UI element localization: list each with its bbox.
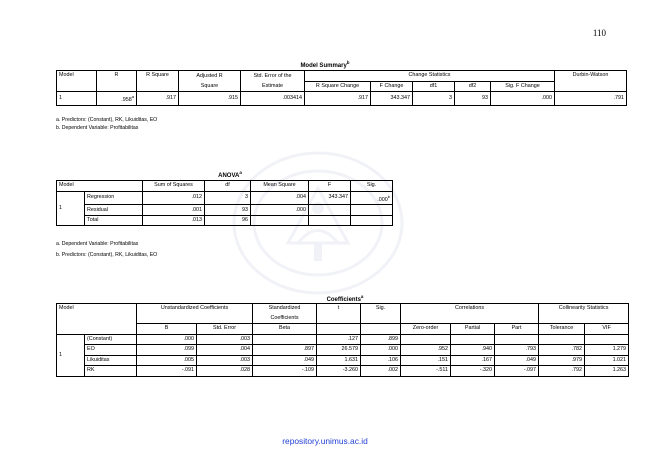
model-summary-title xyxy=(270,60,380,69)
coef-cell-vif: 1.279 xyxy=(585,345,629,356)
coef-cell-partial: .940 xyxy=(451,345,495,356)
repository-link[interactable]: repository.unimus.ac.id xyxy=(282,436,368,446)
coef-header-zero-order: Zero-order xyxy=(401,324,451,335)
anova-cell-df: 3 xyxy=(205,191,251,205)
header-model: Model xyxy=(57,71,97,92)
coef-cell-beta: .897 xyxy=(253,345,317,356)
coef-cell-zero-order: .151 xyxy=(401,355,451,366)
header-f-change: F Change xyxy=(371,81,413,92)
coef-cell-part: .793 xyxy=(495,345,539,356)
coef-cell-b: .005 xyxy=(137,355,197,366)
header-std-error: Std. Error of the xyxy=(241,71,305,82)
coef-cell-part: -.097 xyxy=(495,366,539,377)
coef-cell-b: .099 xyxy=(137,345,197,356)
cell-df1: 3 xyxy=(413,92,455,106)
coef-cell-zero-order xyxy=(401,334,451,345)
anova-cell-sig-sup: b xyxy=(387,193,390,199)
table-row xyxy=(57,366,629,377)
header-r-square-change: R Square Change xyxy=(305,81,371,92)
header-durbin-watson: Durbin-Watson xyxy=(555,71,627,92)
coef-header-standardized: Standardized xyxy=(253,304,317,314)
coef-row-label: RK xyxy=(85,366,137,377)
coef-cell-part: .049 xyxy=(495,355,539,366)
coef-cell-vif: 1.021 xyxy=(585,355,629,366)
coef-header-t-blank xyxy=(317,324,361,335)
header-r: R xyxy=(97,71,137,92)
coef-cell-tolerance: .979 xyxy=(539,355,585,366)
coef-header-tolerance: Tolerance xyxy=(539,324,585,335)
coef-model-number: 1 xyxy=(57,334,85,376)
anova-cell-df: 93 xyxy=(205,205,251,216)
coef-cell-beta: -.109 xyxy=(253,366,317,377)
cell-r-square: .917 xyxy=(137,92,179,106)
coef-cell-zero-order: .952 xyxy=(401,345,451,356)
cell-r-sup: a xyxy=(131,94,134,99)
coef-cell-std-error: .003 xyxy=(197,334,253,345)
header-sig-f-change: Sig. F Change xyxy=(491,81,555,92)
header-change-statistics: Change Statistics xyxy=(305,71,555,82)
anova-title-text: ANOVA xyxy=(218,173,240,179)
cell-f-change: 343.347 xyxy=(371,92,413,106)
coef-cell-sig: .899 xyxy=(361,334,401,345)
coef-cell-partial: -.320 xyxy=(451,366,495,377)
anova-header-mean-square: Mean Square xyxy=(251,181,309,192)
table-row xyxy=(57,205,393,216)
anova-header-sum-of-squares: Sum of Squares xyxy=(143,181,205,192)
coef-row-label: Likuiditas xyxy=(85,355,137,366)
coef-header-unstandardized: Unstandardized Coefficients xyxy=(137,304,253,324)
coef-cell-tolerance: .792 xyxy=(539,366,585,377)
cell-r-square-change: .917 xyxy=(305,92,371,106)
anova-header-sig: Sig. xyxy=(351,181,393,192)
table-row xyxy=(57,334,629,345)
table-row xyxy=(57,355,629,366)
coef-header-sig-blank xyxy=(361,324,401,335)
anova-note-a: a. Dependent Variable: Profitabilitas xyxy=(56,241,139,247)
anova-header-df: df xyxy=(205,181,251,192)
page-number: 110 xyxy=(592,28,606,38)
coef-cell-tolerance: .782 xyxy=(539,345,585,356)
coefficients-title-sup: a xyxy=(360,294,364,299)
header-df2: df2 xyxy=(455,81,491,92)
coefficients-title xyxy=(300,294,390,303)
table-row xyxy=(57,92,627,106)
coef-cell-t: 26.579 xyxy=(317,345,361,356)
coef-cell-beta xyxy=(253,334,317,345)
coef-cell-part xyxy=(495,334,539,345)
anova-cell-sum-of-squares: .012 xyxy=(143,191,205,205)
coef-header-partial: Partial xyxy=(451,324,495,335)
coef-cell-vif: 1.263 xyxy=(585,366,629,377)
model-summary-table xyxy=(56,70,627,106)
header-adjusted-r-square: Square xyxy=(179,81,241,92)
coef-header-sig: Sig. xyxy=(361,304,401,324)
coef-cell-b: -.091 xyxy=(137,366,197,377)
coef-row-label: EO xyxy=(85,345,137,356)
coef-cell-vif xyxy=(585,334,629,345)
cell-model: 1 xyxy=(57,92,97,106)
header-df1: df1 xyxy=(413,81,455,92)
coef-cell-t: .127 xyxy=(317,334,361,345)
model-summary-note-b: b. Dependent Variable: Profitabilitas xyxy=(56,125,139,131)
coef-cell-zero-order: -.511 xyxy=(401,366,451,377)
anova-cell-sig xyxy=(351,205,393,216)
anova-cell-sig xyxy=(351,191,393,205)
coef-cell-sig: .002 xyxy=(361,366,401,377)
cell-sig-f-change: .000 xyxy=(491,92,555,106)
anova-cell-mean-square: .004 xyxy=(251,191,309,205)
cell-std-error: .003414 xyxy=(241,92,305,106)
cell-r-value: .958 xyxy=(121,96,132,103)
coef-header-collinearity: Collinearity Statistics xyxy=(539,304,629,324)
coefficients-title-text: Coefficients xyxy=(326,297,361,303)
coef-cell-t: 1.631 xyxy=(317,355,361,366)
coef-header-std-error: Std. Error xyxy=(197,324,253,335)
coef-header-beta: Beta xyxy=(253,324,317,335)
cell-df2: 93 xyxy=(455,92,491,106)
anova-title-sup: a xyxy=(239,170,242,175)
coef-cell-b: .000 xyxy=(137,334,197,345)
anova-cell-mean-square: .000 xyxy=(251,205,309,216)
coef-header-vif: VIF xyxy=(585,324,629,335)
cell-r xyxy=(97,92,137,106)
coef-cell-partial: .167 xyxy=(451,355,495,366)
anova-row-label: Regression xyxy=(85,191,143,205)
coef-cell-std-error: .003 xyxy=(197,355,253,366)
anova-cell-sum-of-squares: .001 xyxy=(143,205,205,216)
model-summary-note-a: a. Predictors: (Constant), RK, Likuiditas, EO xyxy=(56,117,158,123)
anova-cell-f xyxy=(309,205,351,216)
anova-model-number: 1 xyxy=(57,191,85,226)
coef-header-correlations: Correlations xyxy=(401,304,539,324)
coef-cell-t: -3.260 xyxy=(317,366,361,377)
anova-note-b: b. Predictors: (Constant), RK, Likuiditas, EO xyxy=(56,252,158,258)
anova-header-model: Model xyxy=(57,181,143,192)
anova-table xyxy=(56,180,393,226)
coef-header-b: B xyxy=(137,324,197,335)
table-row xyxy=(57,215,393,226)
coef-cell-sig: .000 xyxy=(361,345,401,356)
coef-header-standardized-coefficients: Coefficients xyxy=(253,314,317,324)
cell-adjusted-r-square: .915 xyxy=(179,92,241,106)
coef-cell-tolerance xyxy=(539,334,585,345)
anova-cell-f xyxy=(309,215,351,226)
coef-header-model: Model xyxy=(57,304,137,335)
coef-header-part: Part xyxy=(495,324,539,335)
coef-cell-sig: .106 xyxy=(361,355,401,366)
anova-cell-sum-of-squares: .013 xyxy=(143,215,205,226)
coef-cell-std-error: .004 xyxy=(197,345,253,356)
anova-cell-sig xyxy=(351,215,393,226)
model-summary-title-text: Model Summary xyxy=(300,63,347,69)
model-summary-title-sup: b xyxy=(346,60,350,65)
anova-header-f: F xyxy=(309,181,351,192)
table-row xyxy=(57,191,393,205)
anova-cell-sig-value: .000 xyxy=(377,196,388,203)
table-row xyxy=(57,345,629,356)
coef-cell-partial xyxy=(451,334,495,345)
anova-cell-mean-square xyxy=(251,215,309,226)
cell-durbin-watson: .791 xyxy=(555,92,627,106)
anova-cell-df: 96 xyxy=(205,215,251,226)
coef-row-label: (Constant) xyxy=(85,334,137,345)
anova-row-label: Residual xyxy=(85,205,143,216)
header-r-square: R Square xyxy=(137,71,179,92)
header-estimate: Estimate xyxy=(241,81,305,92)
coefficients-table xyxy=(56,303,629,377)
header-adjusted-r: Adjusted R xyxy=(179,71,241,82)
coef-cell-beta: .049 xyxy=(253,355,317,366)
coef-header-t: t xyxy=(317,304,361,324)
anova-title xyxy=(190,170,270,179)
anova-cell-f: 343.347 xyxy=(309,191,351,205)
anova-row-label: Total xyxy=(85,215,143,226)
coef-cell-std-error: .028 xyxy=(197,366,253,377)
